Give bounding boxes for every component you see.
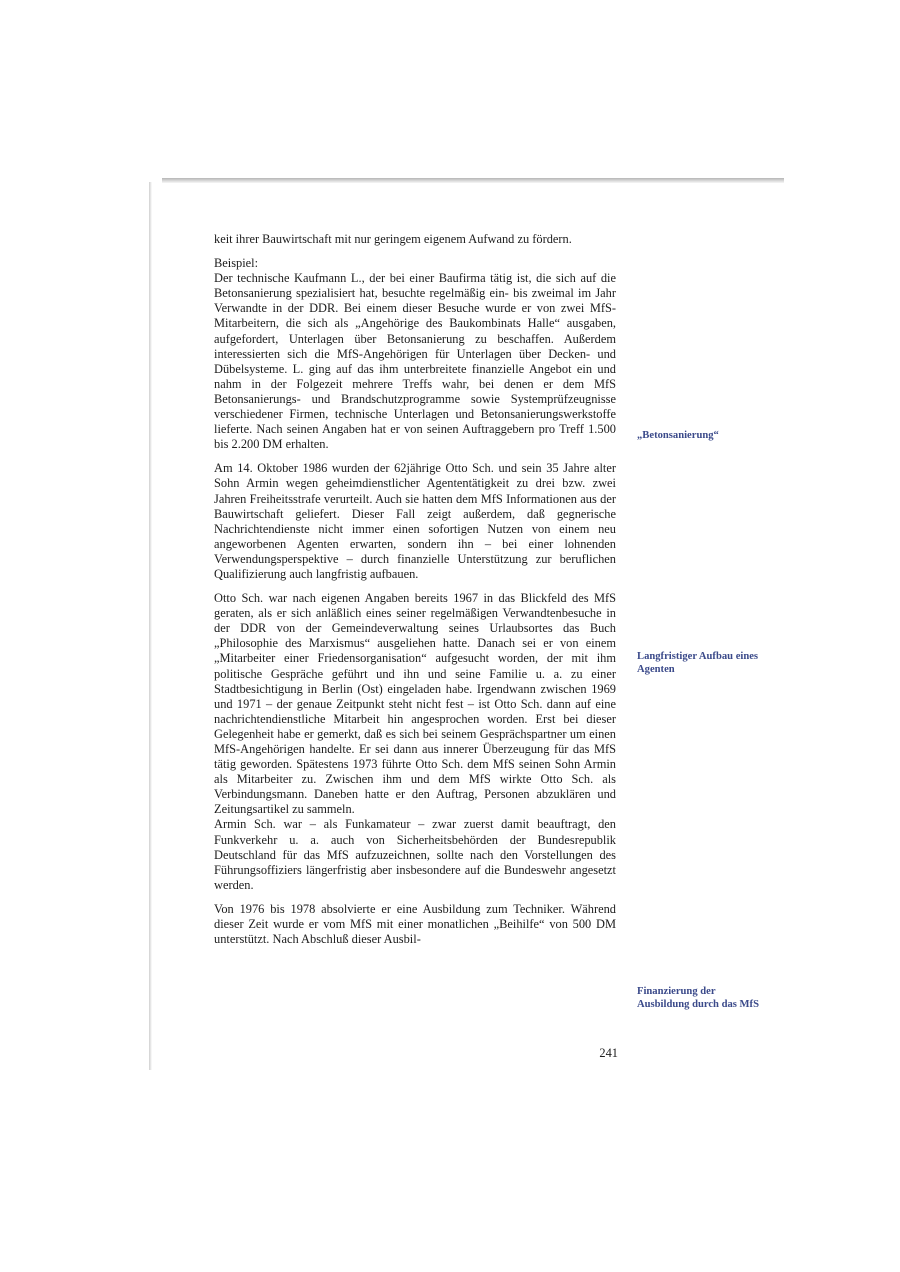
margin-note-finanzierung: Finanzierung der Ausbildung durch das MfS — [637, 986, 759, 1010]
body-text — [214, 232, 616, 956]
paragraph-armin: Armin Sch. war – als Funkamateur – zwar zuerst damit beauftragt, den Funkverkehr u. a. auch von Sicherheitsbehörden der Bundesrepublik Deutschland für das MfS aufzuzeichnen, sollte nach den Vorstellungen des Führungsoffiziers längerfristig aber insbesondere auf die Bundeswehr angesetzt werden. — [214, 817, 616, 892]
margin-note-betonsanierung: „Betonsanierung“ — [637, 430, 719, 441]
margin-note-aufbau: Langfristiger Aufbau eines Agenten — [637, 651, 759, 675]
paragraph-intro: keit ihrer Bauwirtschaft mit nur geringem eigenem Aufwand zu fördern. — [214, 232, 572, 246]
paragraph-otto: Otto Sch. war nach eigenen Angaben bereits 1967 in das Blickfeld des MfS geraten, als er sich anläßlich eines seiner regelmäßigen Verwandtenbesuche in der DDR von der Gemeindeverwaltung seines Urlaubsortes das Buch „Philosophie des Marxismus“ ausgeliehen hatte. Danach sei er von einem „Mitarbeiter einer Friedensorganisation“ aufgesucht worden, der mit ihm politische Gespräche geführt und ihn und seine Familie u. a. zu einer Stadtbesichtigung in Berlin (Ost) eingeladen habe. Irgendwann zwischen 1969 und 1971 – der genaue Zeitpunkt steht nicht fest – ist Otto Sch. dann auf eine nachrichtendienstliche Mitarbeit hin angesprochen worden. Erst bei dieser Gelegenheit habe er gemerkt, daß es sich bei seinem Gesprächspartner um einen MfS-Angehörigen handelte. Er sei dann aus innerer Überzeugung für das MfS tätig geworden. Spätestens 1973 führte Otto Sch. dem MfS seinen Sohn Armin als Mitarbeiter zu. Zwischen ihm und dem MfS wirkte Otto Sch. als Verbindungsmann. Daneben hatte er den Auftrag, Personen abzuklären und Zeitungsartikel zu sammeln. — [214, 591, 616, 817]
paragraph-example: Der technische Kaufmann L., der bei einer Baufirma tätig ist, die sich auf die Betonsanierung spezialisiert hat, besuchte regelmäßig ein- bis zweimal im Jahr Verwandte in der DDR. Bei einem dieser Besuche wurde er von zwei MfS-Mitarbeitern, die sich als „Angehörige des Baukombinats Halle“ ausgaben, aufgefordert, Unterlagen über Betonsanierung zu beschaffen. Außerdem interessierten sich die MfS-Angehörigen für Unterlagen über Decken- und Dübelsysteme. L. ging auf das ihm unterbreitete finanzielle Angebot ein und nahm in der Folgezeit mehrere Treffs wahr, bei denen er dem MfS Betonsanierungs- und Brandschutzprogramme sowie Systemprüfzeugnisse verschiedener Firmen, technische Unterlagen und Betonsanierungswerkstoffe lieferte. Nach seinen Angaben hat er von seinen Auftraggebern pro Treff 1.500 bis 2.200 DM erhalten. — [214, 271, 616, 452]
paragraph-verdict: Am 14. Oktober 1986 wurden der 62jährige Otto Sch. und sein 35 Jahre alter Sohn Armin wegen geheimdienstlicher Agententätigkeit zu drei bzw. zwei Jahren Freiheitsstrafe verurteilt. Auch sie hatten dem MfS Informationen aus der Bauwirtschaft geliefert. Dieser Fall zeigt außerdem, daß gegnerische Nachrichtendienste nicht immer einen sofortigen Nutzen von einem neu angeworbenen Agenten erwarten, sondern ihn – bei einer lohnenden Verwendungsperspektive – durch finanzielle Unterstützung zur beruflichen Qualifizierung auch langfristig aufbauen. — [214, 461, 616, 581]
page-edge-shadow-top — [162, 178, 784, 183]
page-number: 241 — [599, 1046, 618, 1060]
page-edge-shadow-left — [149, 182, 152, 1070]
example-label: Beispiel: — [214, 256, 259, 271]
paragraph-training: Von 1976 bis 1978 absolvierte er eine Ausbildung zum Techniker. Während dieser Zeit wurde er vom MfS mit einer monatlichen „Beihilfe“ von 500 DM unterstützt. Nach Abschluß dieser Ausbil- — [214, 901, 616, 947]
